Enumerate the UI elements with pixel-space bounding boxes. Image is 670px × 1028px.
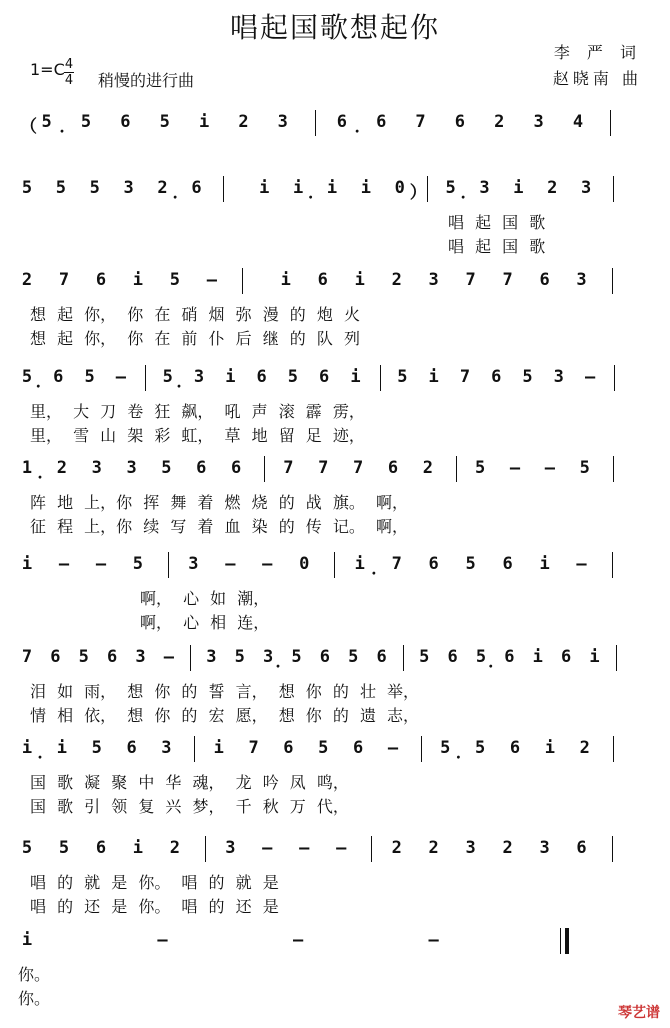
note: 5	[579, 458, 590, 478]
note: 6	[376, 112, 387, 132]
note: 6	[376, 647, 387, 667]
note: i	[354, 270, 365, 290]
note: i	[21, 738, 33, 758]
lyric-line: 啊， 心 相 连，	[140, 613, 270, 632]
note: 6	[317, 270, 328, 290]
barline	[380, 365, 381, 391]
note: 5	[445, 178, 456, 198]
note: 5	[161, 458, 172, 478]
note: 6	[576, 838, 587, 858]
barline	[264, 456, 265, 482]
note: 3	[263, 647, 274, 667]
note: 6	[336, 112, 347, 132]
note: 6	[256, 367, 267, 387]
lyric-line: 想 起 你， 你 在 硝 烟 弥 漫 的 炮 火	[30, 305, 360, 324]
note: ．	[455, 743, 473, 763]
note: 5	[440, 738, 451, 758]
note: 3	[428, 270, 439, 290]
note: ．	[354, 117, 372, 137]
note: —	[299, 838, 310, 858]
note: 2	[238, 112, 249, 132]
note: 5	[80, 112, 92, 132]
note: 3	[206, 647, 217, 667]
barline	[315, 110, 316, 136]
note: 6	[319, 647, 331, 667]
note: 5	[132, 554, 144, 574]
barline	[613, 456, 614, 482]
note: 5	[89, 178, 100, 198]
note: 5	[159, 112, 170, 132]
note: 7	[465, 270, 476, 290]
meter-bottom: 4	[64, 73, 74, 88]
note: 3	[581, 178, 592, 198]
lyric-line: 唱 起 国 歌	[448, 237, 546, 256]
lyric-line: 唱 的 就 是 你。 唱 的 就 是	[30, 873, 279, 892]
note: i	[428, 367, 439, 387]
note: 6	[504, 647, 515, 667]
note: 6	[454, 112, 466, 132]
barline	[334, 552, 335, 578]
note: 6	[106, 647, 118, 667]
barline	[403, 645, 404, 671]
note: 5	[522, 367, 533, 387]
note: 5	[318, 738, 329, 758]
note: ．	[172, 183, 190, 203]
note: —	[157, 930, 168, 950]
meter-top: 4	[64, 57, 74, 72]
note: i	[259, 178, 270, 198]
note: i	[532, 647, 543, 667]
note: i	[280, 270, 291, 290]
note: —	[509, 458, 521, 478]
key-signature: 1=C	[30, 60, 65, 79]
barline	[427, 176, 428, 202]
note: 6	[50, 647, 61, 667]
note: 5	[475, 738, 486, 758]
lyric-line: 唱 的 还 是 你。 唱 的 还 是	[30, 897, 279, 916]
barline	[205, 836, 206, 862]
note: 3	[123, 178, 134, 198]
song-title: 唱起国歌想起你	[229, 11, 440, 44]
note: 3	[91, 458, 102, 478]
note: 6	[319, 367, 330, 387]
note: 6	[53, 367, 64, 387]
note: 7	[502, 270, 513, 290]
note: 5	[475, 647, 487, 667]
note: i	[354, 554, 365, 574]
note: 2	[56, 458, 67, 478]
note: i	[350, 367, 361, 387]
note: 6	[428, 554, 439, 574]
note: 6	[95, 838, 107, 858]
note: 6	[126, 738, 137, 758]
note: 5	[55, 178, 66, 198]
note: i	[544, 738, 555, 758]
note: 6	[120, 112, 131, 132]
note: 1	[21, 458, 33, 478]
note: 3	[479, 178, 490, 198]
lyricist-credit: 李 严 词	[553, 43, 642, 62]
note: ．	[37, 743, 55, 763]
note: 7	[248, 738, 259, 758]
time-signature	[64, 58, 74, 87]
note: 5	[234, 647, 245, 667]
note: 6	[353, 738, 364, 758]
lyric-line: 啊， 心 如 潮，	[140, 589, 270, 608]
lyric-line: 泪 如 雨， 想 你 的 誓 言， 想 你 的 壮 举，	[30, 682, 420, 701]
note: 5	[348, 647, 359, 667]
note: ．	[176, 372, 194, 392]
note: 7	[318, 458, 329, 478]
note: 6	[502, 554, 513, 574]
barline	[371, 836, 372, 862]
lyric-line: 征 程 上，你 续 写 着 血 染 的 传 记。 啊，	[30, 517, 408, 536]
note: 0	[299, 554, 310, 574]
note: 7	[283, 458, 294, 478]
barline	[421, 736, 422, 762]
note: 5	[58, 838, 70, 858]
note: 5	[169, 270, 180, 290]
note: 3	[553, 367, 564, 387]
note: 5	[21, 367, 33, 387]
barline	[194, 736, 195, 762]
note: —	[584, 367, 596, 387]
note: —	[225, 554, 236, 574]
lyric-line: 想 起 你， 你 在 前 仆 后 继 的 队 列	[30, 329, 360, 348]
note: 6	[539, 270, 550, 290]
note: 5	[21, 178, 33, 198]
note: 3	[193, 367, 205, 387]
watermark-logo: 琴艺谱	[618, 1005, 660, 1021]
note: 2	[169, 838, 180, 858]
barline	[610, 110, 611, 136]
lyric-line: 里， 雪 山 架 彩 虹， 草 地 留 足 迹，	[30, 426, 365, 445]
note: 6	[447, 647, 458, 667]
note: 7	[415, 112, 426, 132]
note: 0	[394, 178, 405, 198]
note: i	[360, 178, 371, 198]
composer-credit: 赵晓南 曲	[552, 69, 642, 88]
note: 2	[547, 178, 558, 198]
note: 5	[78, 647, 89, 667]
note: 5	[84, 367, 95, 387]
note: ．	[308, 183, 326, 203]
barline	[613, 736, 614, 762]
note: —	[428, 930, 439, 950]
lyric-line: 阵 地 上，你 挥 舞 着 燃 烧 的 战 旗。 啊，	[30, 493, 408, 512]
note: 5	[397, 367, 408, 387]
note: 3	[225, 838, 236, 858]
lyric-line: 国 歌 引 领 复 兴 梦， 千 秋 万 代，	[30, 797, 349, 816]
note: i	[21, 930, 33, 950]
note: —	[206, 270, 217, 290]
note: ．	[275, 652, 293, 672]
note: 3	[161, 738, 172, 758]
note: —	[262, 838, 273, 858]
lyric-line: 你。	[18, 989, 51, 1008]
barline	[223, 176, 224, 202]
note: —	[544, 458, 555, 478]
note: 2	[428, 838, 439, 858]
note: 5	[475, 458, 486, 478]
note: 5	[419, 647, 430, 667]
note: 2	[157, 178, 168, 198]
note: 7	[391, 554, 402, 574]
barline	[612, 552, 613, 578]
note: 6	[231, 458, 242, 478]
note: i	[56, 738, 67, 758]
note: i	[132, 270, 144, 290]
note: ．	[37, 463, 55, 483]
barline	[616, 645, 617, 671]
note: 6	[191, 178, 202, 198]
note: 4	[572, 112, 584, 132]
note: ．	[488, 652, 506, 672]
note: i	[326, 178, 338, 198]
lyric-line: 里， 大 刀 卷 狂 飙， 吼 声 滚 霹 雳，	[30, 402, 365, 421]
note: —	[292, 930, 304, 950]
lyric-line: 国 歌 凝 聚 中 华 魂， 龙 吟 凤 鸣，	[30, 773, 349, 792]
barline	[168, 552, 169, 578]
note: ．	[460, 183, 478, 203]
note: i	[513, 178, 524, 198]
note: 2	[579, 738, 590, 758]
note: 5	[162, 367, 173, 387]
note: ．	[35, 372, 53, 392]
note: ）	[409, 183, 427, 203]
note: i	[198, 112, 210, 132]
note: ．	[59, 117, 77, 137]
lyric-line: 唱 起 国 歌	[448, 213, 546, 232]
note: 5	[287, 367, 299, 387]
barline	[613, 176, 614, 202]
note: 5	[21, 838, 33, 858]
barline	[242, 268, 243, 294]
barline	[145, 365, 146, 391]
note: 6	[196, 458, 207, 478]
tempo-marking: 稍慢的进行曲	[98, 71, 195, 90]
note: 6	[283, 738, 294, 758]
note: 3	[533, 112, 544, 132]
final-barline	[565, 928, 569, 954]
note: 2	[502, 838, 513, 858]
note: i	[213, 738, 224, 758]
note: 5	[91, 738, 102, 758]
note: 7	[459, 367, 471, 387]
note: 7	[21, 647, 33, 667]
note: 2	[391, 270, 402, 290]
note: 2	[494, 112, 505, 132]
barline	[614, 365, 615, 391]
note: i	[225, 367, 236, 387]
barline	[612, 836, 613, 862]
note: 2	[21, 270, 33, 290]
note: —	[58, 554, 70, 574]
note: 6	[95, 270, 107, 290]
lyric-line: 情 相 依， 想 你 的 宏 愿， 想 你 的 遗 志，	[30, 706, 420, 725]
note: 6	[491, 367, 502, 387]
note: 3	[539, 838, 550, 858]
note: i	[589, 647, 600, 667]
note: —	[115, 367, 126, 387]
note: 5	[41, 112, 52, 132]
barline	[560, 928, 561, 954]
note: 6	[509, 738, 521, 758]
note: 6	[387, 458, 399, 478]
note: 3	[135, 647, 146, 667]
note: 3	[465, 838, 476, 858]
note: 5	[465, 554, 476, 574]
note: 2	[422, 458, 433, 478]
note: 3	[576, 270, 587, 290]
note: 3	[126, 458, 137, 478]
note: 6	[560, 647, 572, 667]
note: （	[20, 117, 37, 137]
note: i	[132, 838, 144, 858]
lyric-line: 你。	[18, 965, 51, 984]
note: 7	[58, 270, 70, 290]
note: —	[163, 647, 174, 667]
barline	[612, 268, 613, 294]
note: i	[21, 554, 33, 574]
note: 2	[391, 838, 402, 858]
note: 5	[291, 647, 302, 667]
note: 7	[353, 458, 364, 478]
note: —	[387, 738, 399, 758]
note: —	[576, 554, 587, 574]
note: —	[262, 554, 273, 574]
note: —	[95, 554, 107, 574]
barline	[456, 456, 457, 482]
note: i	[292, 178, 304, 198]
barline	[190, 645, 191, 671]
note: 3	[188, 554, 199, 574]
note: i	[539, 554, 550, 574]
note: ．	[371, 559, 389, 579]
note: —	[336, 838, 347, 858]
note: 3	[277, 112, 288, 132]
